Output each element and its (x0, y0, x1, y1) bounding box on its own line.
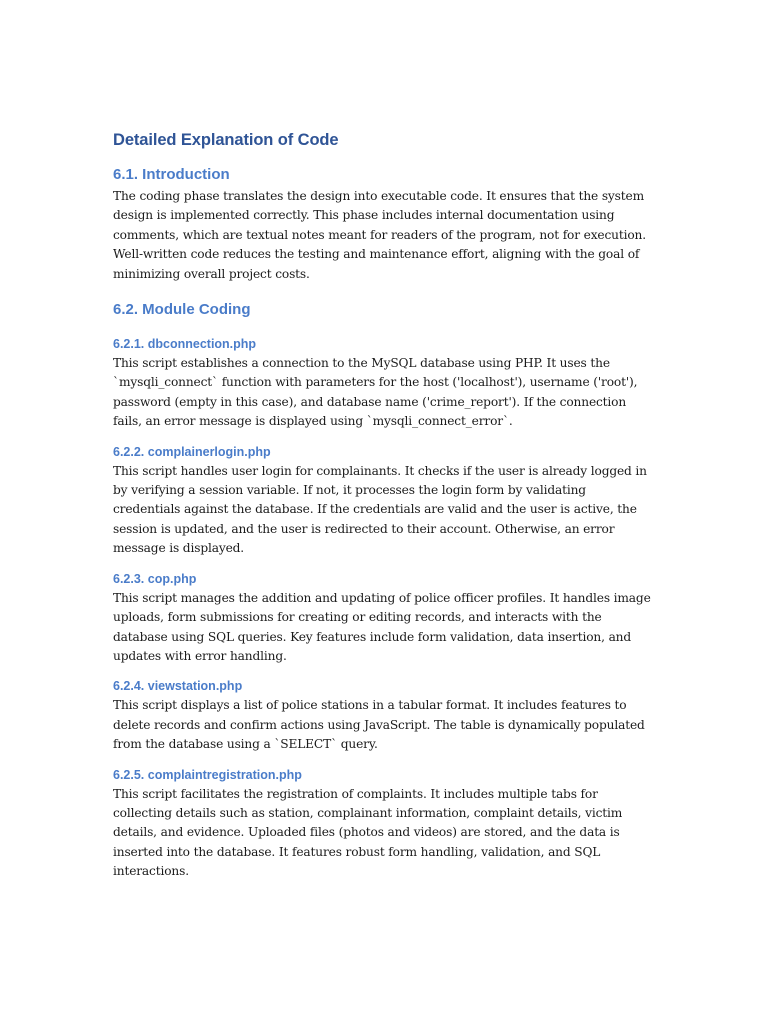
subsection-heading-cop: 6.2.3. cop.php (113, 571, 197, 586)
section-heading-introduction: 6.1. Introduction (113, 166, 230, 183)
subsection-paragraph-complainerlogin: This script handles user login for complainants. It checks if the user is already logged in by verifying a session variable. If not, it processes the login form by validating credentials against the database. If the credentials are valid and the user is active, the session is updated, and the user is redirected to their account. Otherwise, an error message is displayed. (113, 463, 647, 556)
document-page (113, 120, 653, 882)
subsection-paragraph-complaintregistration: This script facilitates the registration of complaints. It includes multiple tabs for collecting details such as station, complainant information, complaint details, victim details, and evidence. Uploaded files (photos and videos) are stored, and the data is inserted into the database. It features robust form handling, validation, and SQL interactions. (113, 786, 623, 879)
subsection-paragraph-dbconnection: This script establishes a connection to the MySQL database using PHP. It uses the `mysqli_connect` function with parameters for the host ('localhost'), username ('root'), password (empty in this case), and database name ('crime_report'). If the connection fails, an error message is displayed using `mysqli_connect_error`. (113, 356, 638, 429)
subsection-heading-dbconnection: 6.2.1. dbconnection.php (113, 337, 257, 352)
document-title: Detailed Explanation of Code (113, 131, 339, 149)
subsection-heading-complaintregistration: 6.2.5. complaintregistration.php (113, 767, 302, 782)
subsection-paragraph-viewstation: This script displays a list of police stations in a tabular format. It includes features to delete records and confirm actions using JavaScript. The table is dynamically populated from the database using a `SELECT` query. (113, 698, 645, 752)
subsection-paragraph-cop: This script manages the addition and updating of police officer profiles. It handles image uploads, form submissions for creating or editing records, and interacts with the database using SQL queries. Key features include form validation, data insertion, and updates with error handling. (113, 590, 651, 663)
subsection-heading-viewstation: 6.2.4. viewstation.php (113, 679, 243, 694)
introduction-paragraph: The coding phase translates the design into executable code. It ensures that the system design is implemented correctly. This phase includes internal documentation using comments, which are textual notes meant for readers of the program, not for execution. Well-written code reduces the testing and maintenance effort, aligning with the goal of minimizing overall project costs. (113, 189, 646, 281)
subsection-heading-complainerlogin: 6.2.2. complainerlogin.php (113, 444, 271, 459)
section-heading-module-coding: 6.2. Module Coding (113, 301, 251, 319)
